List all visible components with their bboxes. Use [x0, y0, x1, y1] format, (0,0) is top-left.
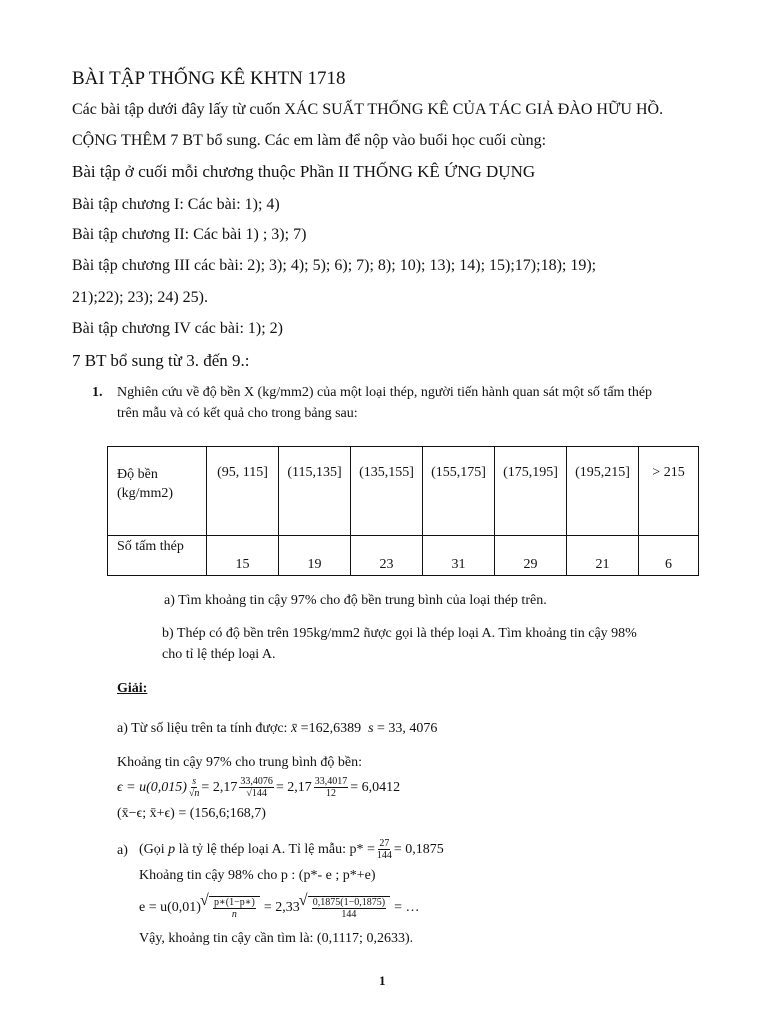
count-cell: 15	[207, 536, 279, 576]
page-title: BÀI TẬP THỐNG KÊ KHTN 1718	[72, 68, 346, 89]
fraction-den: n	[231, 909, 237, 920]
count-cell: 21	[567, 536, 639, 576]
solution-a-line	[117, 721, 437, 737]
count-cell: 29	[495, 536, 567, 576]
interval-cell: (115,135]	[279, 447, 351, 536]
fraction	[312, 897, 386, 920]
fraction	[314, 776, 349, 799]
epsilon-prefix: ϵ = u(0,015)	[117, 779, 187, 795]
fraction-num: 27	[379, 838, 390, 849]
interval-cell: > 215	[639, 447, 699, 536]
xbar-value: =162,6389	[300, 721, 362, 736]
fraction	[213, 897, 256, 920]
interval-cell: (135,155]	[351, 447, 423, 536]
p-symbol: p	[168, 841, 176, 857]
problem-text-line-1: Nghiên cứu về độ bền X (kg/mm2) của một loại thép, người tiến hành quan sát một số tấm thép	[117, 385, 653, 400]
fraction-den: 12	[325, 788, 336, 799]
solution-b-line-1	[139, 838, 444, 861]
e-end: = …	[394, 900, 420, 915]
s-symbol: s	[368, 721, 374, 736]
solution-b-line-2: Khoảng tin cậy 98% cho p : (p*- e ; p*+e)	[139, 868, 376, 883]
fraction-den: √n	[188, 788, 200, 799]
fraction	[239, 776, 274, 799]
ci97-line: Khoảng tin cậy 97% cho trung bình độ bền:	[117, 755, 362, 770]
solution-a-text: a) Từ số liệu trên ta tính được:	[117, 721, 288, 736]
solution-heading-text: Giải:	[117, 681, 148, 696]
count-cell: 31	[423, 536, 495, 576]
fraction-den: 144	[376, 850, 392, 861]
fraction-num: 33,4076	[240, 776, 273, 787]
count-cell: 19	[279, 536, 351, 576]
count-cell: 23	[351, 536, 423, 576]
intro-line-4: Bài tập chương I: Các bài: 1); 4)	[72, 196, 280, 213]
fraction	[377, 838, 392, 861]
xbar-symbol: x̄	[290, 721, 298, 736]
count-cell: 6	[639, 536, 699, 576]
intro-line-3: Bài tập ở cuối mỗi chương thuộc Phần II THỐNG KÊ ỨNG DỤNG	[72, 162, 536, 181]
table-header-cell	[108, 447, 207, 536]
fraction-num: s	[192, 776, 197, 787]
intro-line-9: 7 BT bổ sung từ 3. đến 9.:	[72, 351, 250, 370]
solution-b-marker: a)	[117, 843, 128, 858]
solution-b-conclusion: Vậy, khoảng tin cậy cần tìm là: (0,1117; 0,2633).	[139, 931, 414, 946]
problem-text-line-2: trên mẫu và có kết quả cho trong bảng sau:	[117, 406, 358, 421]
page-number: 1	[379, 973, 386, 988]
problem-number: 1.	[92, 385, 103, 400]
intro-line-2: CỘNG THÊM 7 BT bổ sung. Các em làm để nộp vào buổi học cuối cùng:	[72, 132, 547, 149]
interval-cell: (175,195]	[495, 447, 567, 536]
b-mid: là tỷ lệ thép loại A. Tỉ lệ mẫu: p* =	[178, 841, 375, 857]
fraction-den: 144	[341, 909, 357, 920]
fraction	[189, 776, 200, 799]
table-row	[108, 536, 699, 576]
table-row	[108, 447, 699, 536]
e-mid: = 2,33	[263, 900, 300, 915]
epsilon-formula	[117, 776, 400, 799]
row-label-unit: (kg/mm2)	[117, 486, 173, 501]
intro-line-8: Bài tập chương IV các bài: 1); 2)	[72, 320, 283, 337]
table-header-cell: Số tấm thép	[108, 536, 207, 576]
fraction-num: 33,4017	[314, 776, 348, 787]
b-prefix: (Gọi	[139, 841, 165, 857]
interval-cell: (195,215]	[567, 447, 639, 536]
epsilon-result: = 6,0412	[350, 779, 401, 795]
e-formula	[139, 896, 419, 920]
solution-heading	[117, 681, 147, 697]
interval-cell: (155,175]	[423, 447, 495, 536]
epsilon-mid-2: = 2,17	[275, 779, 312, 795]
e-prefix: e = u(0,01)	[139, 900, 201, 915]
intro-line-1: Các bài tập dưới đây lấy từ cuốn XÁC SUẤT THỐNG KÊ CỦA TÁC GIẢ ĐÀO HỮU HỒ.	[72, 101, 664, 118]
interval-cell: (95, 115]	[207, 447, 279, 536]
interval-result: (x̄−ϵ; x̄+ϵ) = (156,6;168,7)	[117, 806, 266, 821]
sqrt	[308, 896, 390, 920]
fraction-den: √144	[246, 788, 267, 799]
b-end: = 0,1875	[393, 841, 444, 857]
data-table	[107, 446, 699, 576]
s-value: = 33, 4076	[377, 721, 438, 736]
intro-line-6: Bài tập chương III các bài: 2); 3); 4); 5); 6); 7); 8); 10); 13); 14); 15);17);18); 19);	[72, 257, 597, 274]
epsilon-mid-1: = 2,17	[201, 779, 238, 795]
intro-line-7: 21);22); 23); 24) 25).	[72, 289, 208, 306]
fraction-num: √ p∗(1−p∗)	[213, 897, 255, 908]
question-a: a) Tìm khoảng tin cậy 97% cho độ bền trung bình của loại thép trên.	[164, 593, 547, 608]
intro-line-5: Bài tập chương II: Các bài 1) ; 3); 7)	[72, 226, 307, 243]
sqrt	[209, 896, 260, 920]
row-label: Độ bền	[117, 467, 158, 482]
question-b-line-1: b) Thép có độ bền trên 195kg/mm2 ñược gọi là thép loại A. Tìm khoảng tin cậy 98%	[162, 626, 637, 641]
fraction-num: √ 0,1875(1−0,1875)	[312, 897, 386, 908]
question-b-line-2: cho tỉ lệ thép loại A.	[162, 647, 276, 662]
